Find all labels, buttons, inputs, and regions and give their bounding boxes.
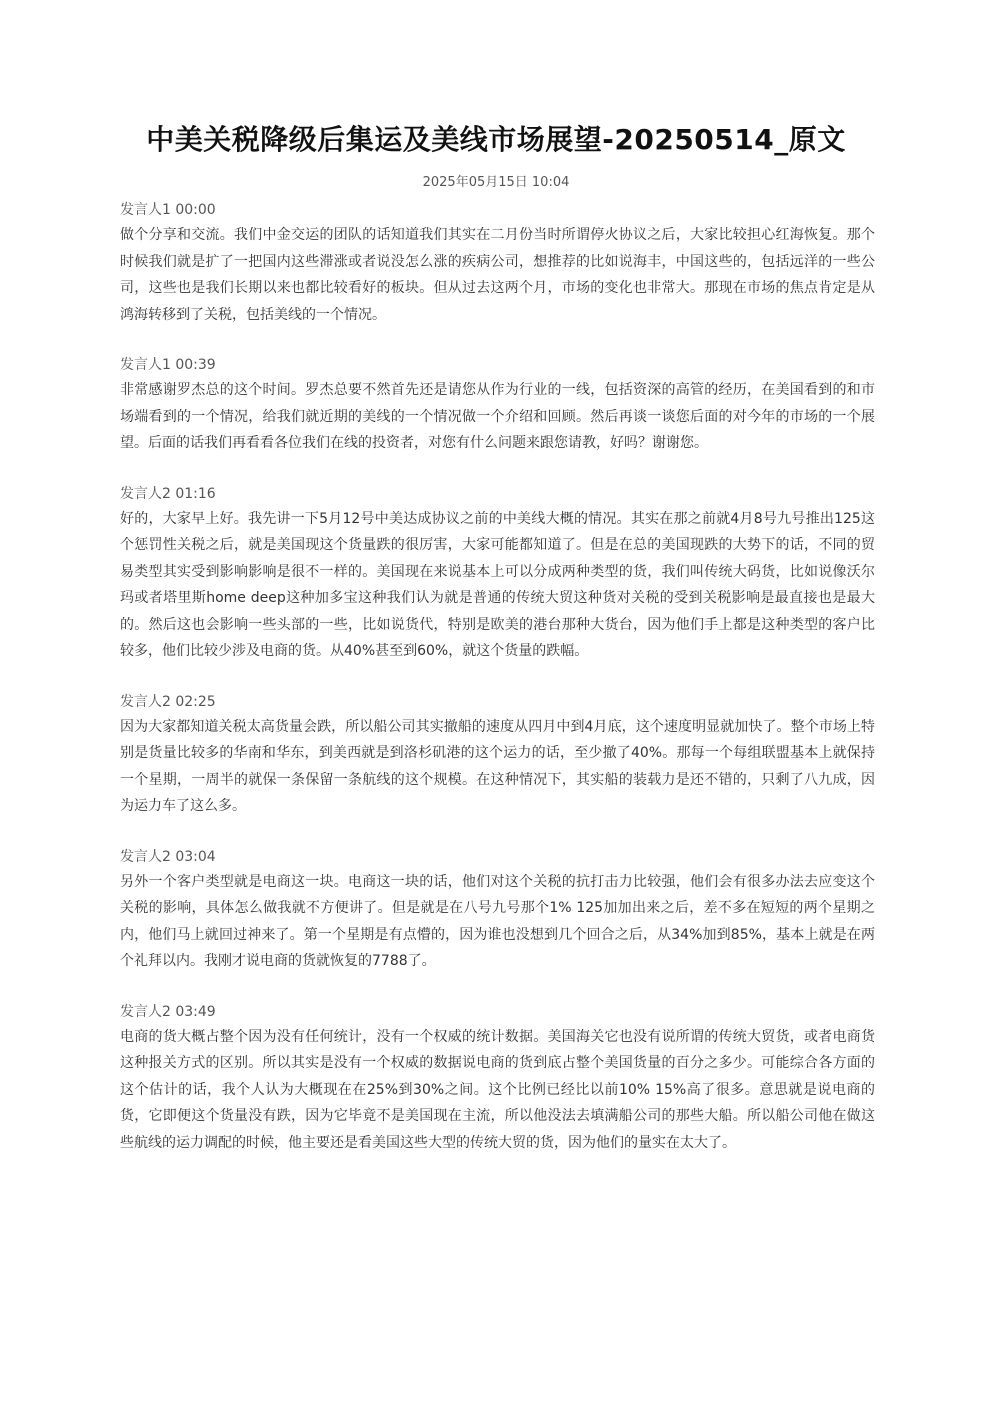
document-title: 中美关税降级后集运及美线市场展望-20250514_原文 <box>146 123 846 156</box>
transcript-segment <box>120 200 875 328</box>
document-date: 2025年05月15日 10:04 <box>422 175 570 190</box>
speaker-timestamp: 发言人2 01:16 <box>120 485 216 502</box>
transcript-segment <box>120 355 875 457</box>
speaker-timestamp: 发言人2 03:49 <box>120 1003 216 1020</box>
speaker-timestamp: 发言人1 00:00 <box>120 202 216 218</box>
transcript-segment <box>120 847 875 975</box>
segment-text: 另外一个客户类型就是电商这一块。电商这一块的话，他们对这个关税的抗打击力比较强，他们会有很多办法去应变这个关税的影响，具体怎么做我就不方便讲了。但是就是在八号九号那个1% 125加加出来之后，差不多在短短的两个星期之内，他们马上就回过神来了。第一个星期是有点懵的，因为谁也没想到几个回合之后，从34%加到85%，基本上就是在两个礼拜以内。我刚才说电商的货就恢复的7788了。 <box>120 873 875 969</box>
speaker-timestamp: 发言人2 02:25 <box>120 693 216 710</box>
segment-text: 因为大家都知道关税太高货量会跌，所以船公司其实撤船的速度从四月中到4月底，这个速度明显就加快了。整个市场上特别是货量比较多的华南和华东，到美西就是到洛杉矶港的这个运力的话，至少撤了40%。那每一个每组联盟基本上就保持一个星期，一周半的就保一条保留一条航线的这个规模。在这种情况下，其实船的装载力是还不错的，只剩了八九成，因为运力车了这么多。 <box>120 718 875 814</box>
transcript-segment <box>120 1002 875 1157</box>
segment-text: 好的，大家早上好。我先讲一下5月12号中美达成协议之前的中美线大概的情况。其实在那之前就4月8号九号推出125这个惩罚性关税之后，就是美国现这个货量跌的很厉害，大家可能都知道了。但是在总的美国现跌的大势下的话，不同的贸易类型其实受到影响影响是很不一样的。美国现在来说基本上可以分成两种类型的货，我们叫传统大码货，比如说像沃尔玛或者塔里斯home deep这种加多宝这种我们认为就是普通的传统大贸这种货对关税的受到关税影响是最直接也是最大的。然后这也会影响一些头部的一些，比如说货代，特别是欧美的港台那种大货台，因为他们手上都是这种类型的客户比较多，他们比较少涉及电商的货。从40%甚至到60%，就这个货量的跌幅。 <box>120 510 875 659</box>
speaker-timestamp: 发言人2 03:04 <box>120 848 216 865</box>
speaker-timestamp: 发言人1 00:39 <box>120 357 216 373</box>
segment-text: 做个分享和交流。我们中金交运的团队的话知道我们其实在二月份当时所谓停火协议之后，大家比较担心红海恢复。那个时候我们就是扩了一把国内这些滞涨或者说没怎么涨的疾病公司，想推荐的比如说海丰，中国这些的，包括远洋的一些公司，这些也是我们长期以来也都比较看好的板块。但从过去这两个月，市场的变化也非常大。那现在市场的焦点肯定是从鸿海转移到了关税，包括美线的一个情况。 <box>120 227 875 323</box>
transcript-segment <box>120 484 875 665</box>
segment-text: 非常感谢罗杰总的这个时间。罗杰总要不然首先还是请您从作为行业的一线，包括资深的高管的经历，在美国看到的和市场端看到的一个情况，给我们就近期的美线的一个情况做一个介绍和回顾。然后再谈一谈您后面的对今年的市场的一个展望。后面的话我们再看看各位我们在线的投资者，对您有什么问题来跟您请教，好吗？谢谢您。 <box>120 382 875 451</box>
transcript-body <box>120 200 875 1183</box>
transcript-segment <box>120 692 875 820</box>
segment-text: 电商的货大概占整个因为没有任何统计，没有一个权威的统计数据。美国海关它也没有说所谓的传统大贸货，或者电商货这种报关方式的区别。所以其实是没有一个权威的数据说电商的货到底占整个美国货量的百分之多少。可能综合各方面的这个估计的话，我个人认为大概现在在25%到30%之间。这个比例已经比以前10% 15%高了很多。意思就是说电商的货，它即便这个货量没有跌，因为它毕竟不是美国现在主流，所以他没法去填满船公司的那些大船。所以船公司他在做这些航线的运力调配的时候，他主要还是看美国这些大型的传统大贸的货，因为他们的量实在太大了。 <box>120 1028 875 1151</box>
